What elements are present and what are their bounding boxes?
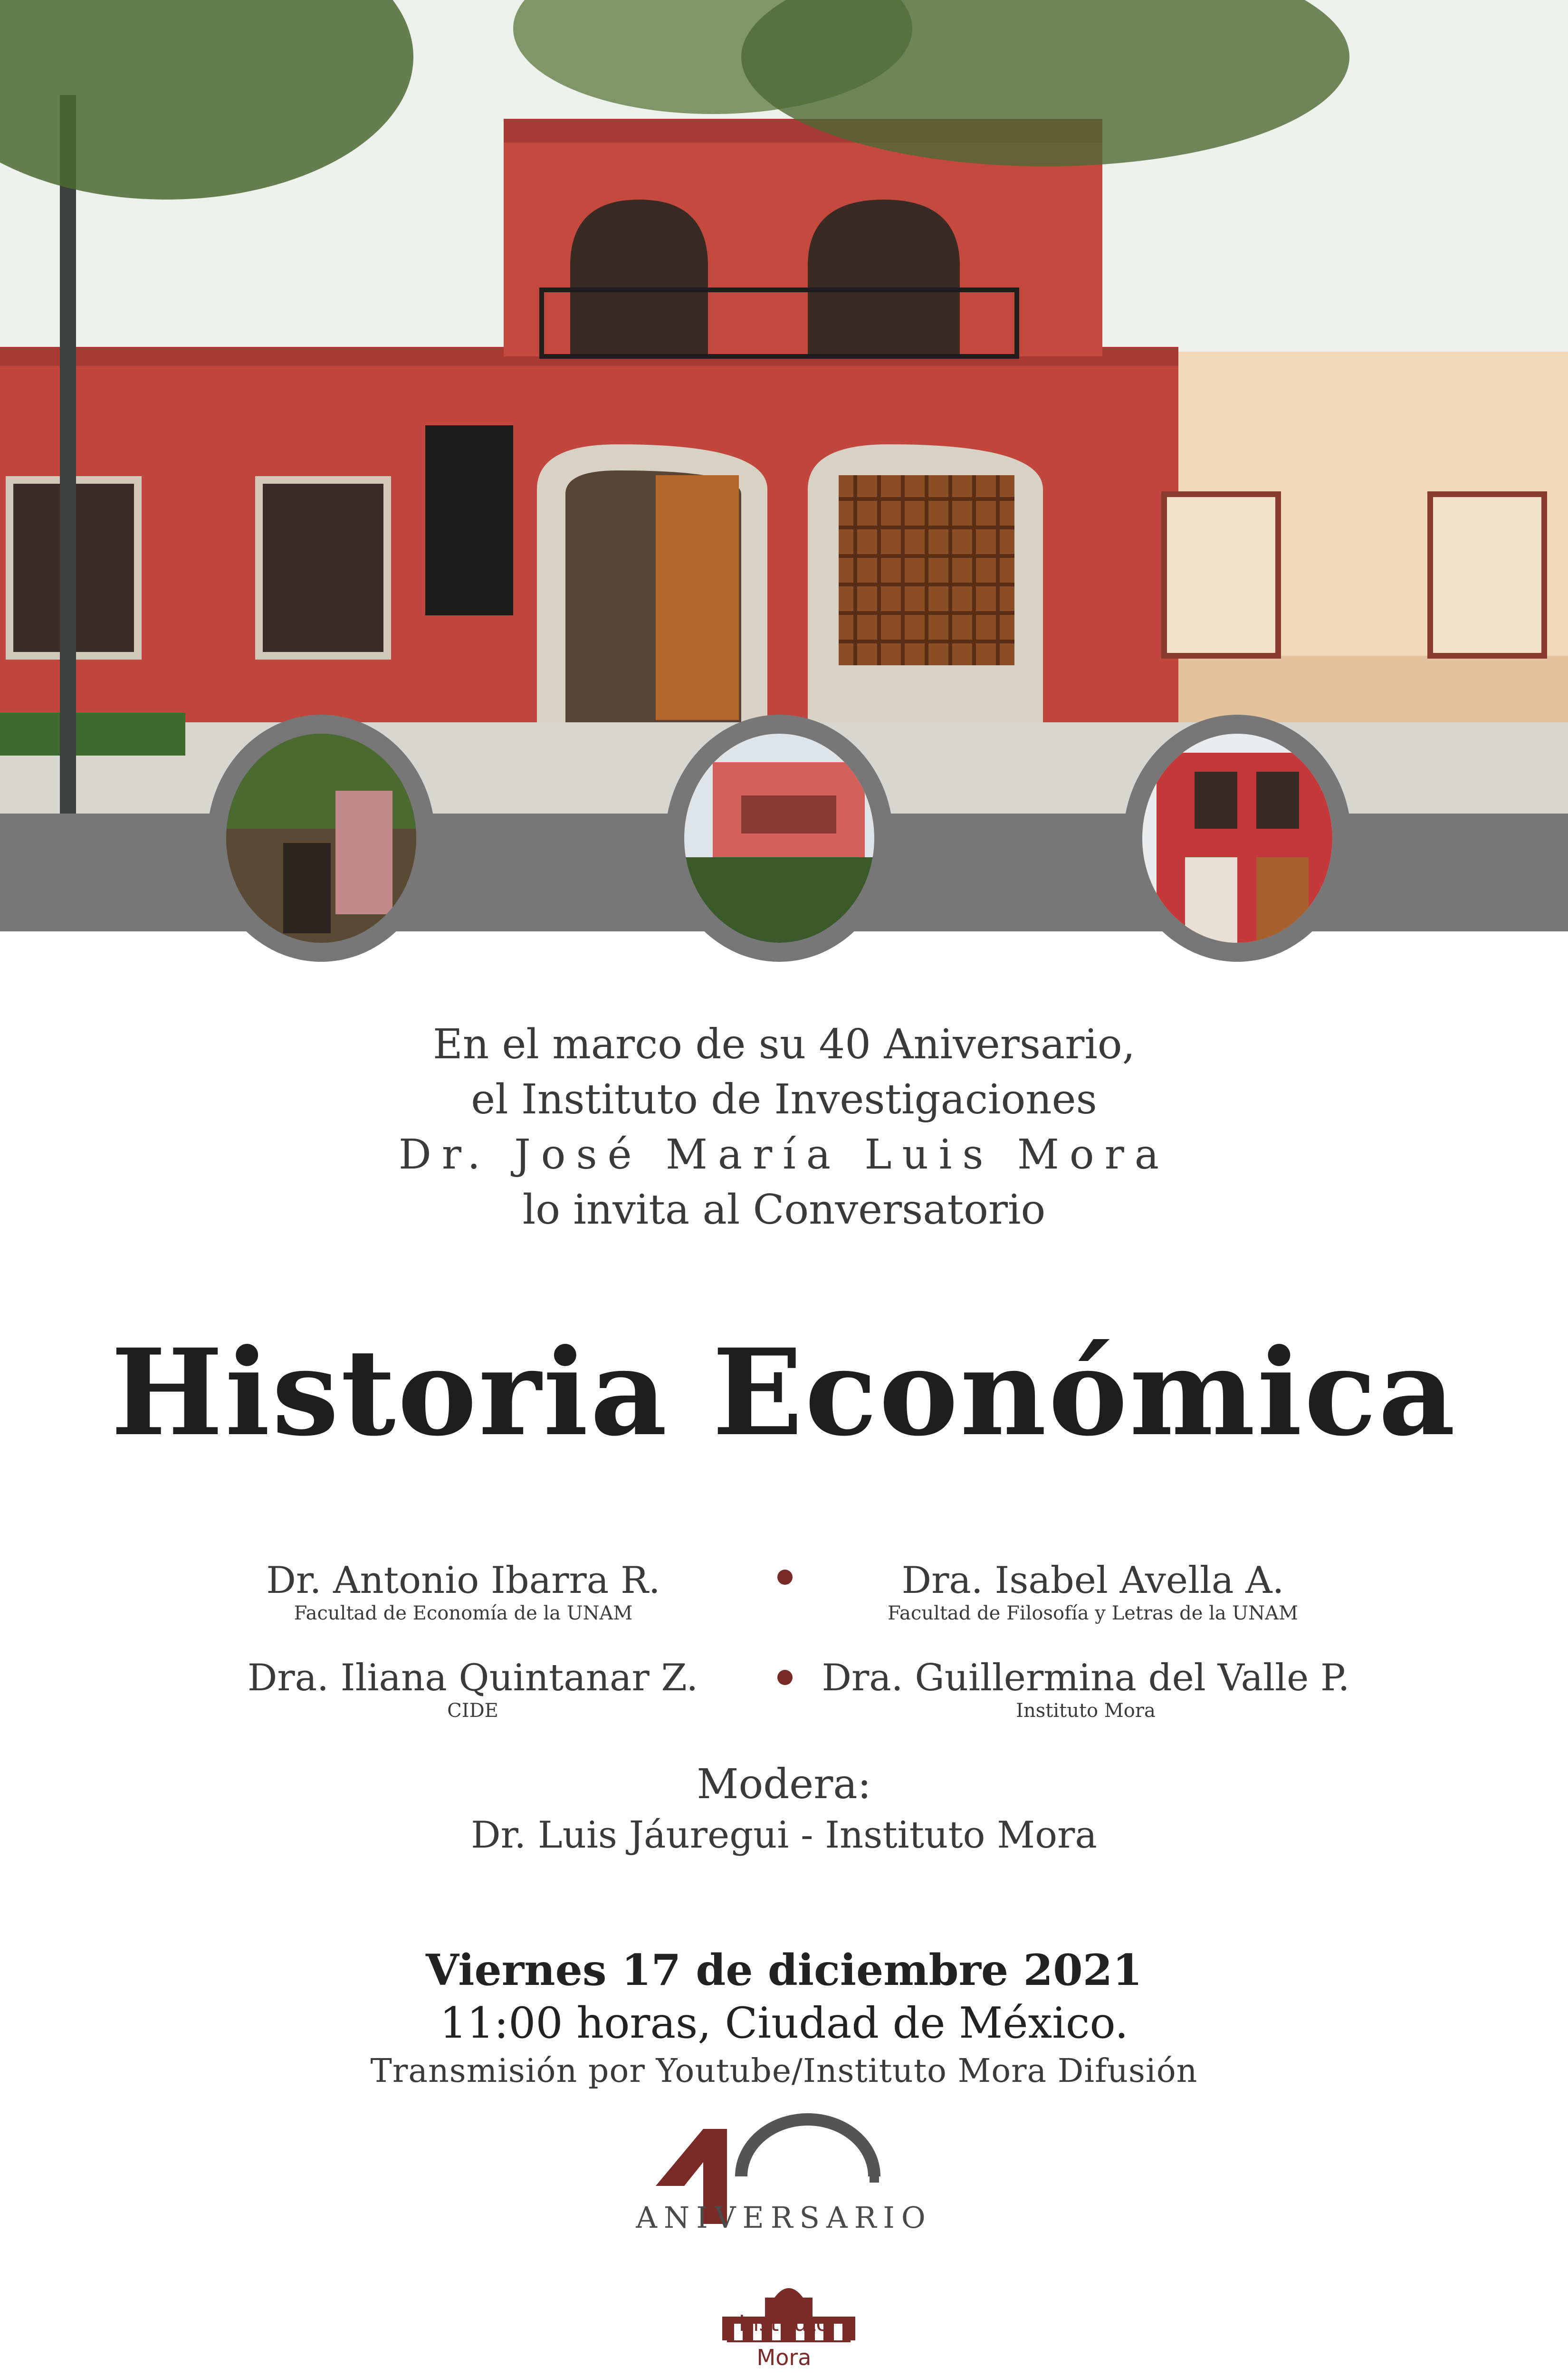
speaker-name: Dr. Antonio Ibarra R. [266, 1559, 660, 1602]
intro-line-1: En el marco de su 40 Aniversario, [432, 1021, 1136, 1068]
photo-circle-3 [1123, 715, 1351, 962]
speaker-name: Dra. Guillermina del Valle P. [822, 1657, 1350, 1699]
event-stream: Transmisión por Youtube/Instituto Mora Difusión [370, 2052, 1198, 2090]
speaker-affiliation: Facultad de Economía de la UNAM [294, 1602, 633, 1624]
speaker-name: Dra. Iliana Quintanar Z. [247, 1657, 698, 1699]
event-time: 11:00 horas, Ciudad de México. [440, 1998, 1128, 2048]
moderator-label: Modera: [697, 1761, 871, 1808]
anniversary-text: ANIVERSARIO [636, 2200, 932, 2235]
speaker-4 [753, 1656, 1418, 1722]
intro-line-3: Dr. José María Luis Mora [398, 1131, 1170, 1178]
intro-text [0, 1017, 1568, 1237]
speaker-3 [140, 1656, 805, 1722]
speaker-name: Dra. Isabel Avella A. [901, 1559, 1284, 1602]
event-title: Historia Económica [111, 1322, 1457, 1462]
moderator-block [0, 1758, 1568, 1860]
photo-circle-1 [207, 715, 435, 962]
speaker-affiliation: Instituto Mora [1016, 1700, 1156, 1722]
moderator-name: Dr. Luis Jáuregui - Instituto Mora [471, 1814, 1097, 1857]
institute-name-line-1: Instituto [738, 2310, 830, 2336]
intro-line-2: el Instituto de Investigaciones [471, 1076, 1097, 1123]
event-details [0, 1944, 1568, 2093]
hero-photo [0, 0, 1568, 814]
event-date: Viernes 17 de diciembre 2021 [426, 1945, 1142, 1995]
speaker-2 [760, 1559, 1425, 1624]
speaker-affiliation: Facultad de Filosofía y Letras de la UNAM [887, 1602, 1298, 1624]
institute-name-line-2: Mora [756, 2345, 812, 2370]
photo-circle-2 [665, 715, 893, 962]
logo-divider [727, 2340, 851, 2342]
speaker-affiliation: CIDE [447, 1700, 498, 1722]
intro-line-4: lo invita al Conversatorio [522, 1186, 1046, 1234]
speaker-1 [131, 1559, 796, 1624]
